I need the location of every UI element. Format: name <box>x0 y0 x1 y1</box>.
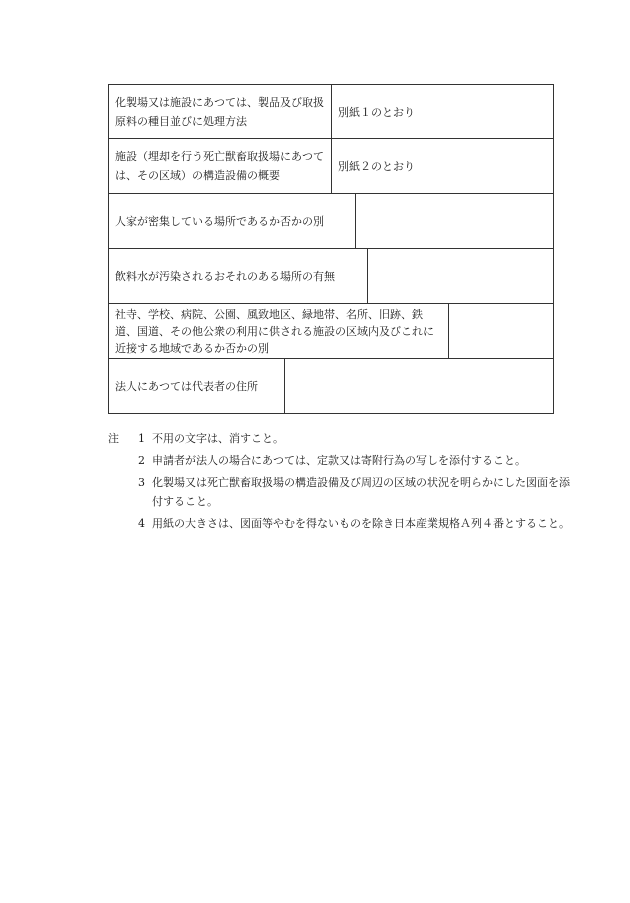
note-text: 化製場又は死亡獣畜取扱場の構造設備及び周辺の区域の状況を明らかにした図面を添付すること。 <box>152 476 570 508</box>
note-item <box>108 473 570 511</box>
notes-section <box>108 429 570 536</box>
note-number: 1 <box>138 432 145 445</box>
row-label: 人家が密集している場所であるか否かの別 <box>109 194 356 248</box>
row-value <box>285 359 553 413</box>
row-label: 社寺、学校、病院、公園、風致地区、緑地帯、名所、旧跡、鉄道、国道、その他公衆の利用に供される施設の区域内及びこれに近接する地域であるか否かの別 <box>109 304 449 358</box>
table-row <box>108 84 554 139</box>
table-row <box>108 249 554 304</box>
notes-heading: 注 <box>108 432 119 445</box>
note-item <box>108 429 570 448</box>
row-value: 別紙１のとおり <box>338 105 415 119</box>
row-label: 施設（埋却を行う死亡獣畜取扱場にあつては、その区域）の構造設備の概要 <box>109 139 332 193</box>
note-text: 用紙の大きさは、図面等やむを得ないものを除き日本産業規格Ａ列４番とすること。 <box>152 517 570 530</box>
table-row <box>108 304 554 359</box>
table-row <box>108 139 554 194</box>
row-value <box>368 249 553 303</box>
row-label: 法人にあつては代表者の住所 <box>109 359 285 413</box>
note-text: 申請者が法人の場合にあつては、定款又は寄附行為の写しを添付すること。 <box>152 454 526 467</box>
table-row <box>108 359 554 414</box>
application-form-table <box>108 84 554 414</box>
note-item <box>108 514 570 533</box>
row-value: 別紙２のとおり <box>338 160 415 173</box>
row-value <box>449 304 553 358</box>
row-label: 飲料水が汚染されるおそれのある場所の有無 <box>109 249 368 303</box>
note-number: 4 <box>138 517 145 530</box>
note-text: 不用の文字は、消すこと。 <box>152 432 284 445</box>
note-item <box>108 451 570 470</box>
note-number: 3 <box>138 476 145 489</box>
table-row <box>108 194 554 249</box>
row-label: 化製場又は施設にあつては、製品及び取扱原料の種目並びに処理方法 <box>109 85 332 138</box>
row-value <box>356 194 553 248</box>
note-number: 2 <box>138 454 145 467</box>
